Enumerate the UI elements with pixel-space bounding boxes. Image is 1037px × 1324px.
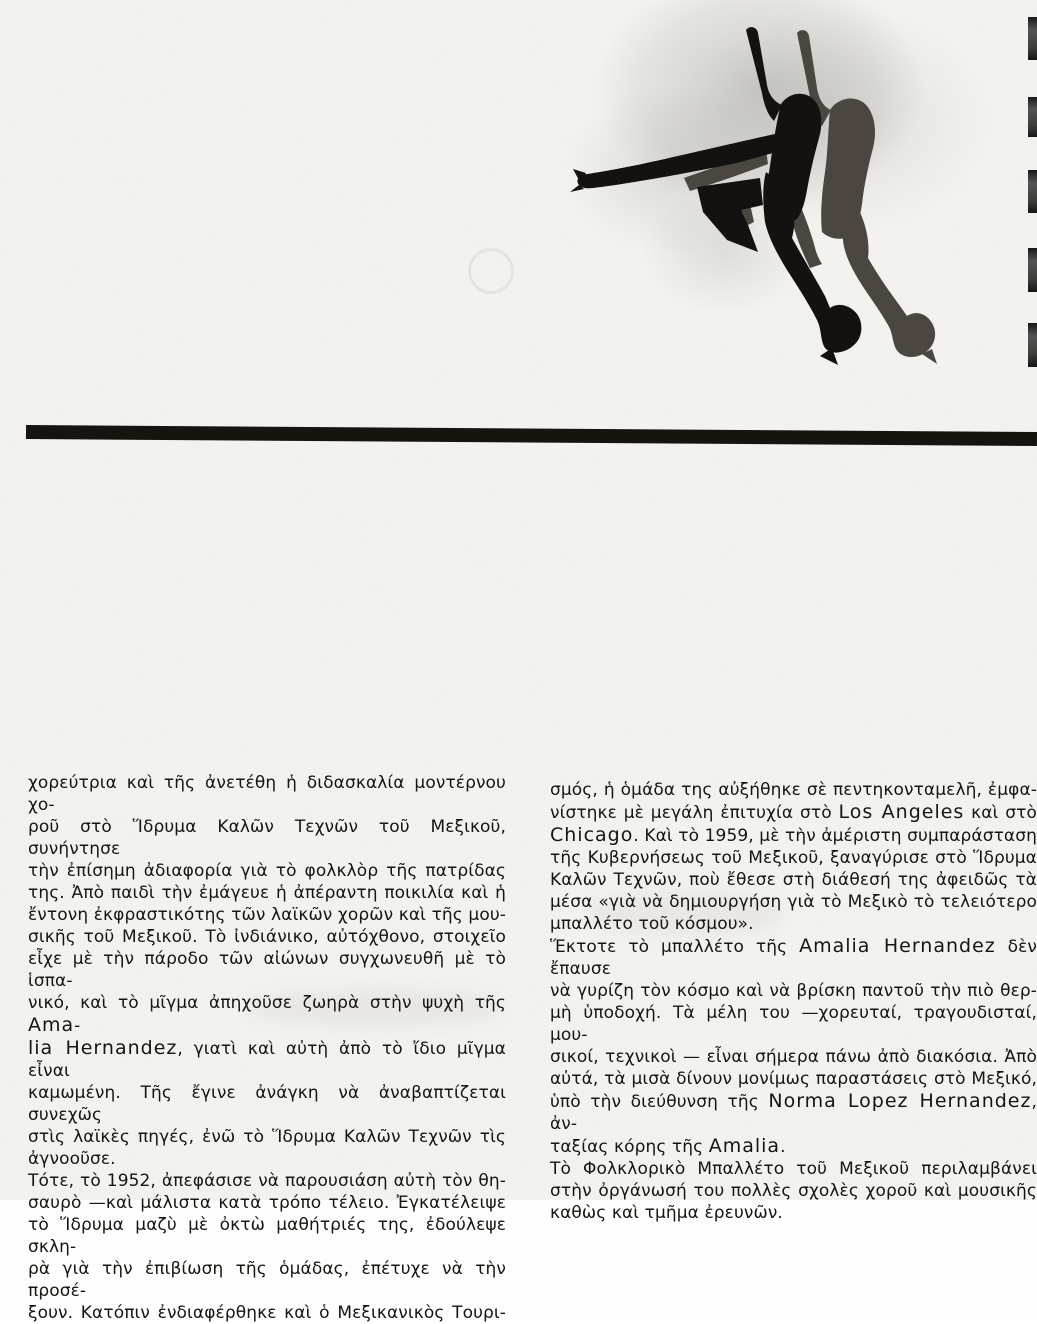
text-column-right <box>550 779 1037 1224</box>
text-line: νικό, καὶ τὸ μῖγμα ἀπηχοῦσε ζωηρὰ στὴν ψυχὴ τῆς Ama- <box>28 993 506 1036</box>
press-through-ring <box>468 248 514 294</box>
latin-name: Norma Lopez Hernandez <box>768 1090 1032 1112</box>
text-line: χορεύτρια καὶ τῆς ἀνετέθη ἡ διδασκαλία μοντέρνου χο- <box>28 773 506 815</box>
text-line: στὶς λαϊκὲς πηγές, ἐνῶ τὸ Ἵδρυμα Καλῶν Τεχνῶν τὶς <box>28 1127 506 1147</box>
text-line: ἀγνοοῦσε. <box>28 1149 116 1169</box>
text-line: ρὰ γιὰ τὴν ἐπιβίωση τῆς ὁμάδας, ἐπέτυχε νὰ τὴν προσέ- <box>28 1259 506 1301</box>
text-line: ξουν. Κατόπιν ἐνδιαφέρθηκε καὶ ὁ Μεξικανικὸς Τουρι- <box>28 1303 506 1323</box>
text-line: τὴν ἐπίσημη ἀδιαφορία γιὰ τὸ φολκλὸρ τῆς πατρίδας <box>28 861 506 881</box>
text-line: σικοί, τεχνικοὶ — εἶναι σήμερα πάνω ἀπὸ διακόσια. Ἀπὸ <box>550 1047 1037 1067</box>
text-line: σμός, ἡ ὁμάδα της αὐξήθηκε σὲ πεντηκονταμελῆ, ἐμφα- <box>550 780 1037 800</box>
text-line: Chicago. Καὶ τὸ 1959, μὲ τὴν ἀμέριστη συμπαράσταση <box>550 824 1037 846</box>
dancers-illustration <box>570 8 970 378</box>
text-line: νίστηκε μὲ μεγάλη ἐπιτυχία στὸ Los Angeles καὶ στὸ <box>550 801 1037 823</box>
binding-mark <box>1028 170 1037 213</box>
text-line: Καλῶν Τεχνῶν, ποὺ ἔθεσε στὴ διάθεσή της ἀφειδῶς τὰ <box>550 870 1037 890</box>
latin-name: Los Angeles <box>838 801 965 823</box>
front-dancer-silhouette <box>570 27 861 365</box>
text-line: τὸ Ἵδρυμα μαζὺ μὲ ὀκτὼ μαθήτριές της, ἐδούλεψε σκλη- <box>28 1215 506 1257</box>
text-line: μὴ ὑποδοχή. Τὰ μέλη του —χορευταί, τραγουδισταί, μου- <box>550 1003 1037 1045</box>
text-line: μπαλλέτο τοῦ κόσμου». <box>550 914 754 934</box>
text-line: τῆς Κυβερνήσεως τοῦ Μεξικοῦ, ξαναγύρισε στὸ Ἵδρυμα <box>550 848 1037 868</box>
binding-mark <box>1028 323 1037 367</box>
text-line: ταξίας κόρης τῆς Amalia. <box>550 1135 786 1157</box>
text-line: Τότε, τὸ 1952, ἀπεφάσισε νὰ παρουσιάση αὐτὴ τὸν θη- <box>28 1171 506 1191</box>
text-column-left <box>28 772 506 1324</box>
latin-name: Chicago <box>550 824 634 846</box>
text-line: Τὸ Φολκλορικὸ Μπαλλέτο τοῦ Μεξικοῦ περιλαμβάνει <box>550 1159 1037 1179</box>
binding-mark <box>1028 97 1037 137</box>
text-line: νὰ γυρίζη τὸν κόσμο καὶ νὰ βρίσκη παντοῦ τὴν πιὸ θερ- <box>550 981 1037 1001</box>
text-line: σικῆς τοῦ Μεξικοῦ. Τὸ ἰνδιάνικο, αὐτόχθονο, στοιχεῖο <box>28 927 506 947</box>
latin-name: Amalia <box>708 1135 781 1157</box>
text-line: της. Ἀπὸ παιδὶ τὴν ἐμάγευε ἡ ἀπέραντη ποικιλία καὶ ἡ <box>28 883 506 903</box>
text-line: ροῦ στὸ Ἵδρυμα Καλῶν Τεχνῶν τοῦ Μεξικοῦ, συνήντησε <box>28 817 506 859</box>
text-line: ἔντονη ἐκφραστικότης τῶν λαϊκῶν χορῶν καὶ τῆς μου- <box>28 905 506 925</box>
text-line: εἶχε μὲ τὴν πάροδο τῶν αἰώνων συγχωνευθῆ μὲ τὸ ἱσπα- <box>28 949 506 991</box>
text-line: αὐτά, τὰ μισὰ δίνουν μονίμως παραστάσεις στὸ Μεξικό, <box>550 1069 1037 1089</box>
text-line: ὑπὸ τὴν διεύθυνση τῆς Norma Lopez Hernandez, ἀν- <box>550 1090 1037 1134</box>
text-line: σαυρὸ —καὶ μάλιστα κατὰ τρόπο τέλειο. Ἐγκατέλειψε <box>28 1193 506 1213</box>
text-line: lia Hernandez, γιατὶ καὶ αὐτὴ ἀπὸ τὸ ἴδιο μῖγμα εἶναι <box>28 1037 506 1081</box>
binding-mark <box>1028 17 1037 60</box>
text-line: μέσα «γιὰ νὰ δημιουργήση γιὰ τὸ Μεξικὸ τὸ τελειότερο <box>550 892 1037 912</box>
text-line: Ἕκτοτε τὸ μπαλλέτο τῆς Amalia Hernandez δὲν ἔπαυσε <box>550 935 1037 979</box>
latin-name: lia Hernandez <box>28 1037 178 1059</box>
horizontal-rule <box>26 425 1037 446</box>
text-line: καθὼς καὶ τμῆμα ἐρευνῶν. <box>550 1203 783 1223</box>
latin-name: Ama <box>28 1014 75 1036</box>
text-line: καμωμένη. Τῆς ἔγινε ἀνάγκη νὰ ἀναβαπτίζεται συνεχῶς <box>28 1083 506 1125</box>
text-line: στὴν ὀργάνωσή του πολλὲς σχολὲς χοροῦ καὶ μουσικῆς <box>550 1181 1037 1201</box>
binding-mark <box>1028 248 1037 292</box>
latin-name: Amalia Hernandez <box>799 935 996 957</box>
